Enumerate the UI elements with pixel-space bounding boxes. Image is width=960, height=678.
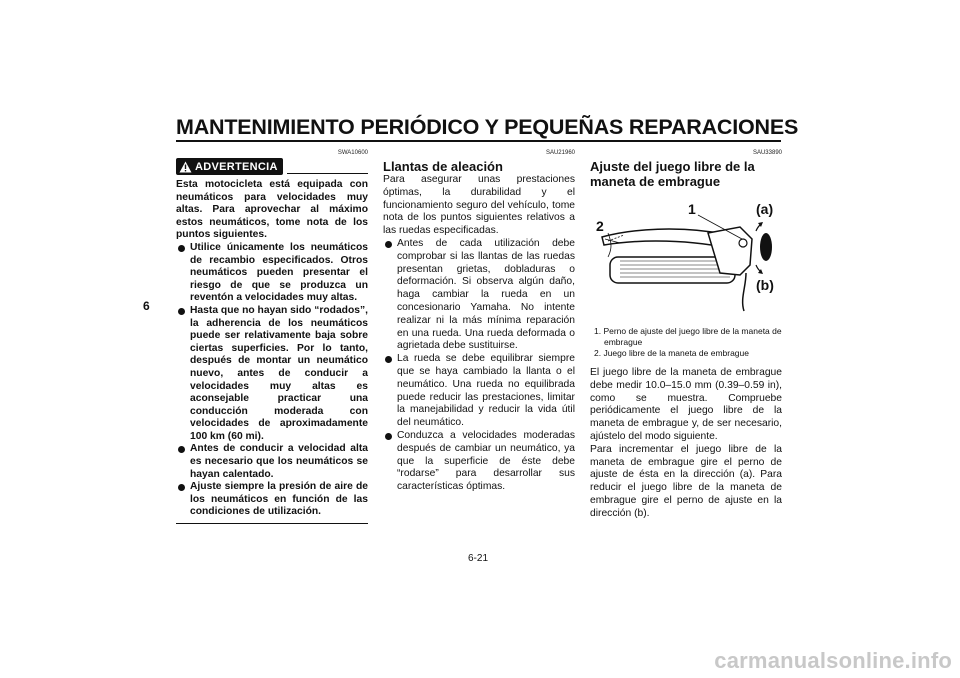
section-intro: Para asegurar unas prestaciones óptimas, la durabilidad y el funcionamiento seguro del vehículo, tome nota de los puntos siguientes relativos a las ruedas especificadas. (383, 174, 575, 237)
warning-bullet: Ajuste siempre la presión de aire de los neumáticos en función de las condiciones de utilización. (176, 481, 368, 519)
page-title: MANTENIMIENTO PERIÓDICO Y PEQUEÑAS REPARACIONES (176, 115, 799, 139)
section-code: SWA10600 (337, 150, 368, 156)
wheel-bullet: La rueda se debe equilibrar siempre que se haya cambiado la llanta o el neumático. Una rueda no equilibrada puede reducir las prestaciones, limitar la manejabilidad y reducir la vida útil del neumático. (383, 353, 575, 430)
figure-label-2: 2 (596, 218, 604, 234)
figure-label-b: (b) (756, 277, 774, 293)
warning-bullet: Antes de conducir a velocidad alta es necesario que los neumáticos se hayan calentado. (176, 443, 368, 481)
figure-label-1: 1 (688, 201, 696, 217)
bullet-icon (178, 308, 185, 315)
bullet-icon (178, 446, 185, 453)
section-heading: Ajuste del juego libre de la maneta de embrague (590, 159, 755, 189)
wheel-bullet: Conduzca a velocidades moderadas después de cambiar un neumático, ya que la superficie de éste debe “rodarse” para desarrollar sus características óptimas. (383, 430, 575, 494)
warning-bullet: Utilice únicamente los neumáticos de recambio especificados. Otros neumáticos pueden presentar el riesgo de que se produzca un reventón a velocidades muy altas. (176, 242, 368, 305)
clutch-column (590, 150, 782, 521)
warning-badge (176, 158, 283, 175)
page-number: 6-21 (468, 553, 489, 564)
figure-captions (590, 326, 782, 359)
warning-bullet: Hasta que no hayan sido “rodados”, la adherencia de los neumáticos puede ser relativamente baja sobre ciertas superficies. Por lo tanto, después de montar un neumático nuevo, antes de conducir a velocidades muy altas es aconsejable practicar una conducción moderada con velocidades de aproximadamente 100 km (60 mi). (176, 305, 368, 444)
warning-intro: Esta motocicleta está equipada con neumáticos para velocidades muy altas. Para aprovechar al máximo estos neumáticos, tome nota de los puntos siguientes. (176, 179, 368, 241)
section-body (590, 367, 782, 521)
warning-body (176, 179, 368, 519)
chapter-tab: 6 (143, 299, 150, 313)
warning-end-rule (176, 523, 368, 524)
warning-header-rule (287, 173, 368, 174)
figure-label-a: (a) (756, 201, 774, 217)
bullet-icon (385, 241, 392, 248)
section-body (383, 174, 575, 494)
clutch-paragraph-1: El juego libre de la maneta de embrague debe medir 10.0–15.0 mm (0.39–0.59 in), como se muestra. Compruebe periódicamente el juego libre de la maneta de embrague y, de ser necesario, ajústelo del modo siguiente. (590, 367, 782, 442)
bullet-icon (178, 245, 185, 252)
bullet-icon (385, 433, 392, 440)
figure-caption: 2. Juego libre de la maneta de embrague (594, 348, 749, 358)
alloy-wheels-column (383, 150, 575, 494)
clutch-lever-figure (590, 195, 782, 325)
figure-caption: 1. Perno de ajuste del juego libre de la maneta de embrague (594, 326, 782, 347)
warning-header (176, 158, 368, 175)
warning-label: ADVERTENCIA (195, 160, 278, 173)
watermark: carmanualsonline.info (714, 648, 952, 673)
section-code: SAU33890 (752, 150, 782, 156)
section-code: SAU21960 (545, 150, 575, 156)
bullet-icon (178, 484, 185, 491)
clutch-lever-illustration (590, 195, 782, 325)
bullet-icon (385, 356, 392, 363)
warning-column (176, 150, 368, 524)
wheel-bullet: Antes de cada utilización debe comprobar si las llantas de las ruedas presentan grietas, dobladuras o deformación. Si observa algún daño, haga cambiar la rueda en un concesionario Yamaha. No intente realizar ni la más mínima reparación en una rueda. Una rueda deformada o agrietada debe sustituirse. (383, 238, 575, 353)
warning-triangle-icon (179, 161, 192, 173)
title-rule (176, 140, 781, 142)
section-heading: Llantas de aleación (383, 159, 503, 174)
clutch-paragraph-2: Para incrementar el juego libre de la maneta de embrague gire el perno de ajuste de ésta en la dirección (a). Para reducir el juego libre de la maneta de embrague gire el perno de ajuste en la dirección (b). (590, 443, 782, 519)
